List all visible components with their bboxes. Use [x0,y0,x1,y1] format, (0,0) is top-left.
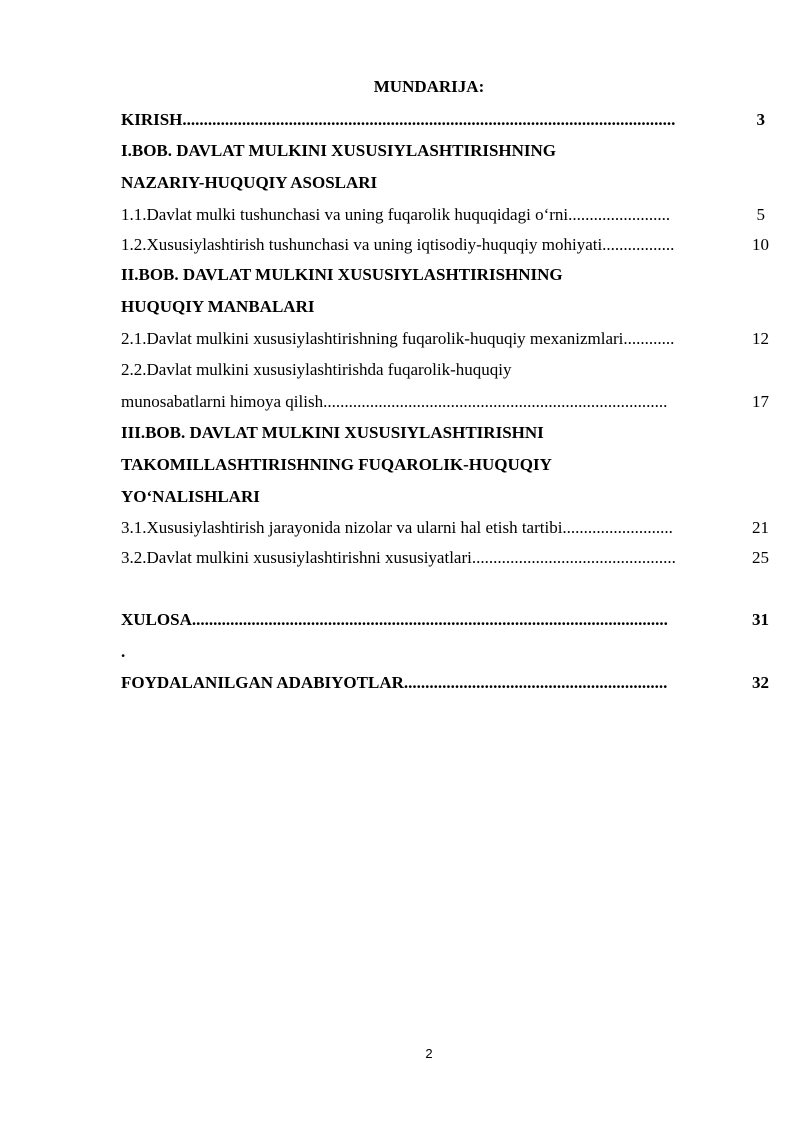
toc-chapter-3-line-2 [121,454,769,476]
toc-entry-text: I.BOB. DAVLAT MULKINI XUSUSIYLASHTIRISHNING [121,141,557,160]
toc-entry-foydalanilgan [121,672,769,694]
toc-entry-page: 12 [752,329,769,348]
toc-entry-kirish [121,109,769,131]
toc-entry-text: 3.1.Xususiylashtirish jarayonida nizolar va ularni hal etish tartibi.......................... [121,518,673,537]
toc-chapter-1-line-2 [121,172,769,194]
toc-entry-page: 3 [756,110,765,129]
toc-entry-text: YO‘NALISHLARI [121,487,260,506]
toc-entry-page: 31 [752,610,769,629]
toc-entry-text: 1.1.Davlat mulki tushunchasi va uning fuqarolik huquqidagi o‘rni........................ [121,205,671,224]
toc-entry-xulosa [121,609,769,631]
toc-entry-text: FOYDALANILGAN ADABIYOTLAR.............................................................. [121,673,668,692]
toc-title: MUNDARIJA: [373,77,485,96]
toc-entry-3-2 [121,547,769,569]
toc-entry-text: III.BOB. DAVLAT MULKINI XUSUSIYLASHTIRISHNI [121,423,544,442]
toc-entry-page: 5 [756,205,765,224]
toc-entry-3-1 [121,517,769,539]
toc-entry-text: 1.2.Xususiylashtirish tushunchasi va uning iqtisodiy-huquqiy mohiyati................. [121,235,675,254]
stray-dot: . [121,642,126,661]
toc-entry-1-2 [121,234,769,256]
toc-chapter-2-line-1 [121,264,769,286]
toc-entry-text: 2.1.Davlat mulkini xususiylashtirishning fuqarolik-huquqiy mexanizmlari............ [121,329,675,348]
toc-entry-text: II.BOB. DAVLAT MULKINI XUSUSIYLASHTIRISHNING [121,265,563,284]
toc-entry-page: 17 [752,392,769,411]
toc-entry-page: 25 [752,548,769,567]
toc-entry-text: HUQUQIY MANBALARI [121,297,315,316]
toc-entry-text: XULOSA................................................................................................................ [121,610,668,629]
toc-chapter-2-line-2 [121,296,769,318]
toc-chapter-3-line-1 [121,422,769,444]
toc-entry-text: NAZARIY-HUQUQIY ASOSLARI [121,173,378,192]
toc-entry-text: TAKOMILLASHTIRISHNING FUQAROLIK-HUQUQIY [121,455,552,474]
toc-entry-2-1 [121,328,769,350]
page-number: 2 [425,1046,433,1061]
toc-entry-2-2-line-1 [121,359,769,381]
toc-entry-text: 3.2.Davlat mulkini xususiylashtirishni xususiyatlari................................................ [121,548,676,567]
toc-entry-text: 2.2.Davlat mulkini xususiylashtirishda fuqarolik-huquqiy [121,360,512,379]
toc-entry-page: 21 [752,518,769,537]
toc-entry-text: munosabatlarni himoya qilish................................................................................. [121,392,668,411]
toc-entry-2-2-line-2 [121,391,769,413]
toc-chapter-1-line-1 [121,140,769,162]
toc-entry-1-1 [121,204,769,226]
toc-entry-page: 10 [752,235,769,254]
toc-chapter-3-line-3 [121,486,769,508]
toc-entry-text: KIRISH.................................................................................................................... [121,110,676,129]
toc-entry-page: 32 [752,673,769,692]
